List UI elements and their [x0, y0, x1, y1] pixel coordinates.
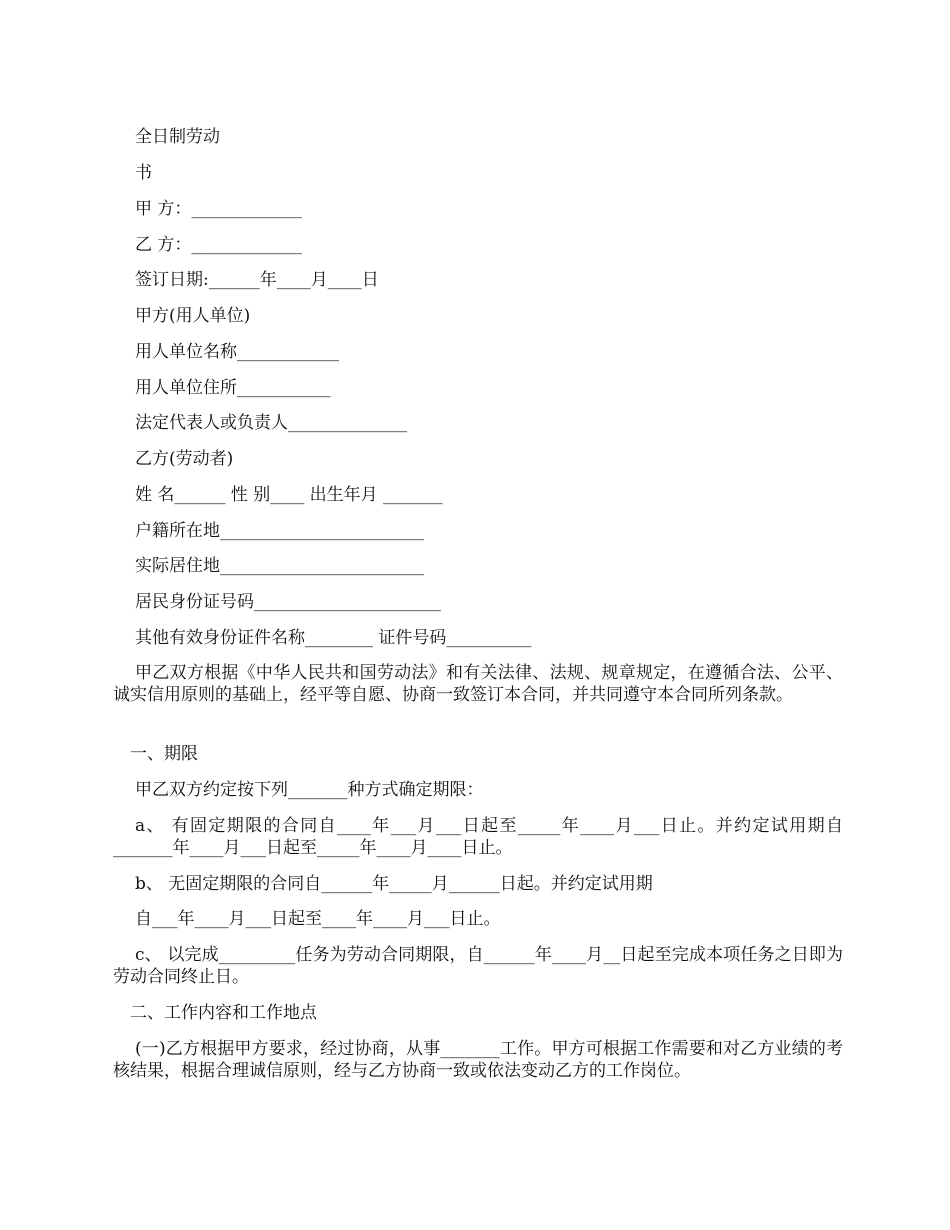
item-b-continuation: 自___年____月___日起至____年____月___日止。: [135, 909, 501, 929]
item-c-paragraph: c、 以完成_________任务为劳动合同期限，自______年____月__日起至完成本项任务之日即为劳动合同终止日。: [113, 945, 843, 987]
party-b-header: 乙方(劳动者): [135, 449, 234, 469]
id-number-line: 居民身份证号码______________________: [135, 592, 441, 612]
section2-paragraph-1: (一)乙方根据甲方要求，经过协商，从事_______工作。甲方可根据工作需要和对乙方业绩的考核结果，根据合理诚信原则，经与乙方协商一致或依法变动乙方的工作岗位。: [113, 1039, 843, 1081]
term-method-line: 甲乙双方约定按下列_______种方式确定期限：: [135, 780, 484, 800]
title-line-1: 全日制劳动: [135, 127, 220, 147]
name-gender-birth-line: 姓 名______ 性 别____ 出生年月 _______: [135, 485, 443, 505]
title-line-2: 书: [135, 163, 152, 183]
item-a-paragraph: a、 有固定期限的合同自____年___月___日起至_____年____月___日止。并约定试用期自_______年____月___日起至_____年____月____日止。: [113, 816, 843, 858]
sign-date-line: 签订日期:______年____月____日: [135, 270, 379, 290]
item-b-line: b、 无固定期限的合同自______年_____月______日起。并约定试用期: [135, 874, 653, 894]
legal-rep-line: 法定代表人或负责人______________: [135, 413, 407, 433]
employer-name-line: 用人单位名称____________: [135, 342, 339, 362]
section2-title: 二、工作内容和工作地点: [130, 1003, 317, 1023]
party-b-line: 乙 方：_____________: [135, 235, 302, 255]
intro-paragraph: 甲乙双方根据《中华人民共和国劳动法》和有关法律、法规、规章规定，在遵循合法、公平、诚实信用原则的基础上，经平等自愿、协商一致签订本合同，并共同遵守本合同所列条款。: [113, 663, 843, 705]
employer-address-line: 用人单位住所___________: [135, 378, 331, 398]
residence-line: 实际居住地________________________: [135, 556, 424, 576]
party-a-line: 甲 方：_____________: [135, 199, 302, 219]
section1-title: 一、期限: [130, 744, 198, 764]
party-a-header: 甲方(用人单位): [135, 306, 251, 326]
household-line: 户籍所在地________________________: [135, 521, 424, 541]
other-id-line: 其他有效身份证件名称________ 证件号码__________: [135, 628, 532, 648]
